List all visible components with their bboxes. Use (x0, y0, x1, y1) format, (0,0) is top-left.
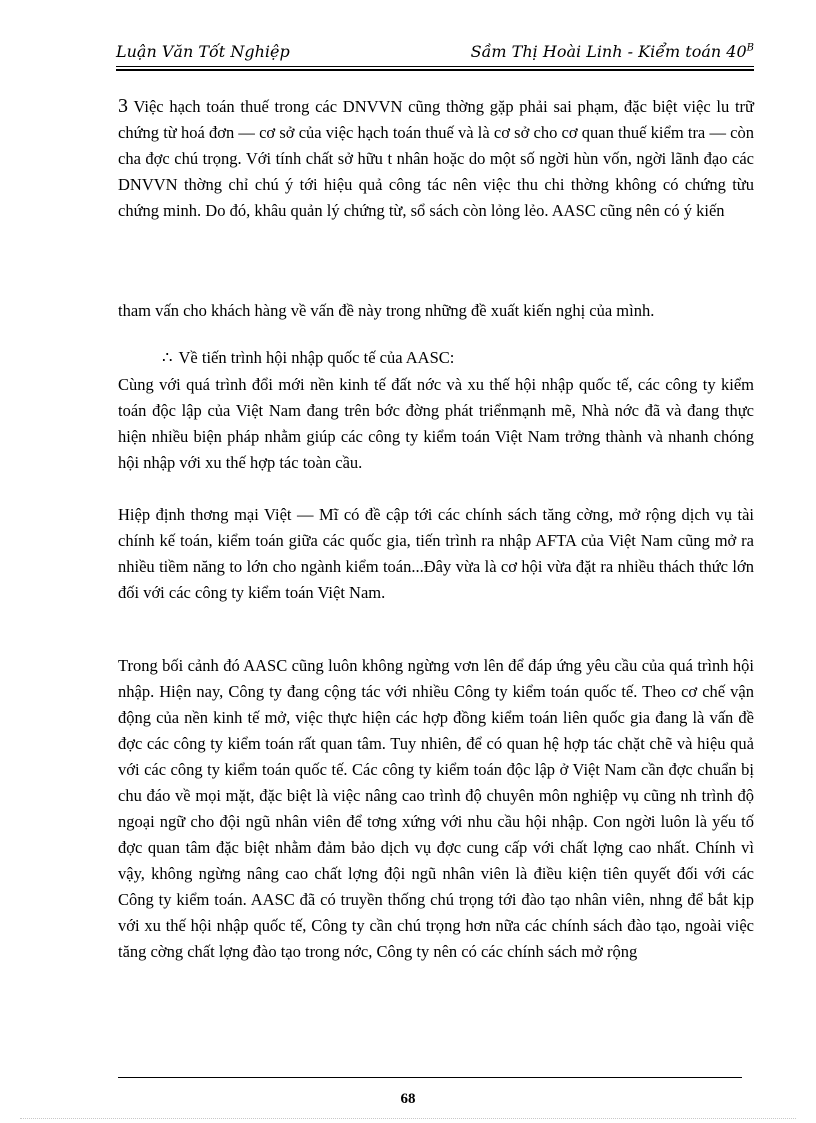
section-heading-text: Về tiến trình hội nhập quốc tế của AASC: (178, 348, 455, 367)
page-bottom-dotted-line (20, 1118, 796, 1119)
page-header (116, 38, 754, 66)
header-author-sup: B (746, 42, 754, 54)
page-number: 68 (400, 1091, 416, 1107)
header-thesis-title: Luận Văn Tốt Nghiệp (116, 42, 290, 61)
therefore-symbol: ∴ (162, 348, 173, 367)
header-rule (116, 66, 754, 67)
header-rule-thick (116, 69, 754, 71)
paragraph-integration: Cùng với quá trình đổi mới nền kinh tế đất nớc và xu thế hội nhập quốc tế, các công ty kiểm toán độc lập của Việt Nam đang trên bớc đờng phát triểnmạnh mẽ, Nhà nớc đã và đang thực hiện nhiều biện pháp nhằm giúp các công ty kiểm toán Việt Nam trởng thành và nhanh chóng hội nhập với xu thế hợp tác toàn cầu. (118, 375, 754, 472)
paragraph-trade-agreement: Hiệp định thơng mại Việt — Mĩ có đề cập tới các chính sách tăng cờng, mở rộng dịch vụ tài chính kế toán, kiểm toán giữa các quốc gia, tiến trình ra nhập AFTA của Việt Nam cũng mở ra nhiều tiềm năng to lớn cho ngành kiểm toán...Đây vừa là cơ hội vừa đặt ra nhiều thách thức lớn đối với các công ty kiểm toán Việt Nam. (118, 505, 754, 602)
footer-rule (118, 1077, 742, 1078)
header-author (471, 42, 754, 61)
paragraph-text: Việc hạch toán thuế trong các DNVVN cũng thờng gặp phải sai phạm, đặc biệt việc lu trữ chứng từ hoá đơn — cơ sở của việc hạch toán thuế và là cơ sở cho cơ quan thuế kiểm tra — còn cha đợc chú trọng. Với tính chất sở hữu t nhân hoặc do một số ngời hùn vốn, ngời lãnh đạo các DNVVN thờng chỉ chú ý tới hiệu quả công tác nên việc thu chi thờng không có chứng từu chứng minh. Do đó, khâu quản lý chứng từ, sổ sách còn lỏng lẻo. AASC cũng nên có ý kiến (118, 97, 754, 220)
paragraph-consulting: tham vấn cho khách hàng về vấn đề này trong những đề xuất kiến nghị của mình. (118, 301, 655, 320)
paragraph-context: Trong bối cảnh đó AASC cũng luôn không ngừng vơn lên để đáp ứng yêu cầu của quá trình hội nhập. Hiện nay, Công ty đang cộng tác với nhiều Công ty kiểm toán quốc tế. Theo cơ chế vận động của nền kinh tế mở, việc thực hiện các hợp đồng kiểm toán liên quốc gia đang là vấn đề đợc các công ty kiểm toán rất quan tâm. Tuy nhiên, để có quan hệ hợp tác chặt chẽ và hiệu quả với các công ty kiểm toán quốc tế. Các công ty kiểm toán độc lập ở Việt Nam cần đợc chuẩn bị chu đáo về mọi mặt, đặc biệt là việc nâng cao trình độ chuyên môn nghiệp vụ cũng nh trình độ ngoại ngữ cho đội ngũ nhân viên để tơng xứng với nhu cầu hội nhập. Con ngời luôn là yếu tố đợc quan tâm đặc biệt nhằm đảm bảo dịch vụ đợc cung cấp với chất lợng cao nhất. Chính vì vậy, không ngừng nâng cao chất lợng đội ngũ nhân viên là điều kiện tiên quyết đối với các Công ty kiểm toán. AASC đã có truyền thống chú trọng tới đào tạo nhân viên, nhng để bắt kịp với xu thế hội nhập quốc tế, Công ty cần chú trọng hơn nữa các chính sách đào tạo, ngoài việc tăng cờng chất lợng đào tạo trong nớc, Công ty nên có các chính sách mở rộng (118, 656, 754, 961)
paragraph-lead-number: 3 (118, 95, 128, 117)
header-author-text: Sầm Thị Hoài Linh - Kiểm toán 40 (470, 42, 747, 61)
paragraph-tax-accounting (118, 93, 754, 224)
section-heading (162, 345, 454, 371)
